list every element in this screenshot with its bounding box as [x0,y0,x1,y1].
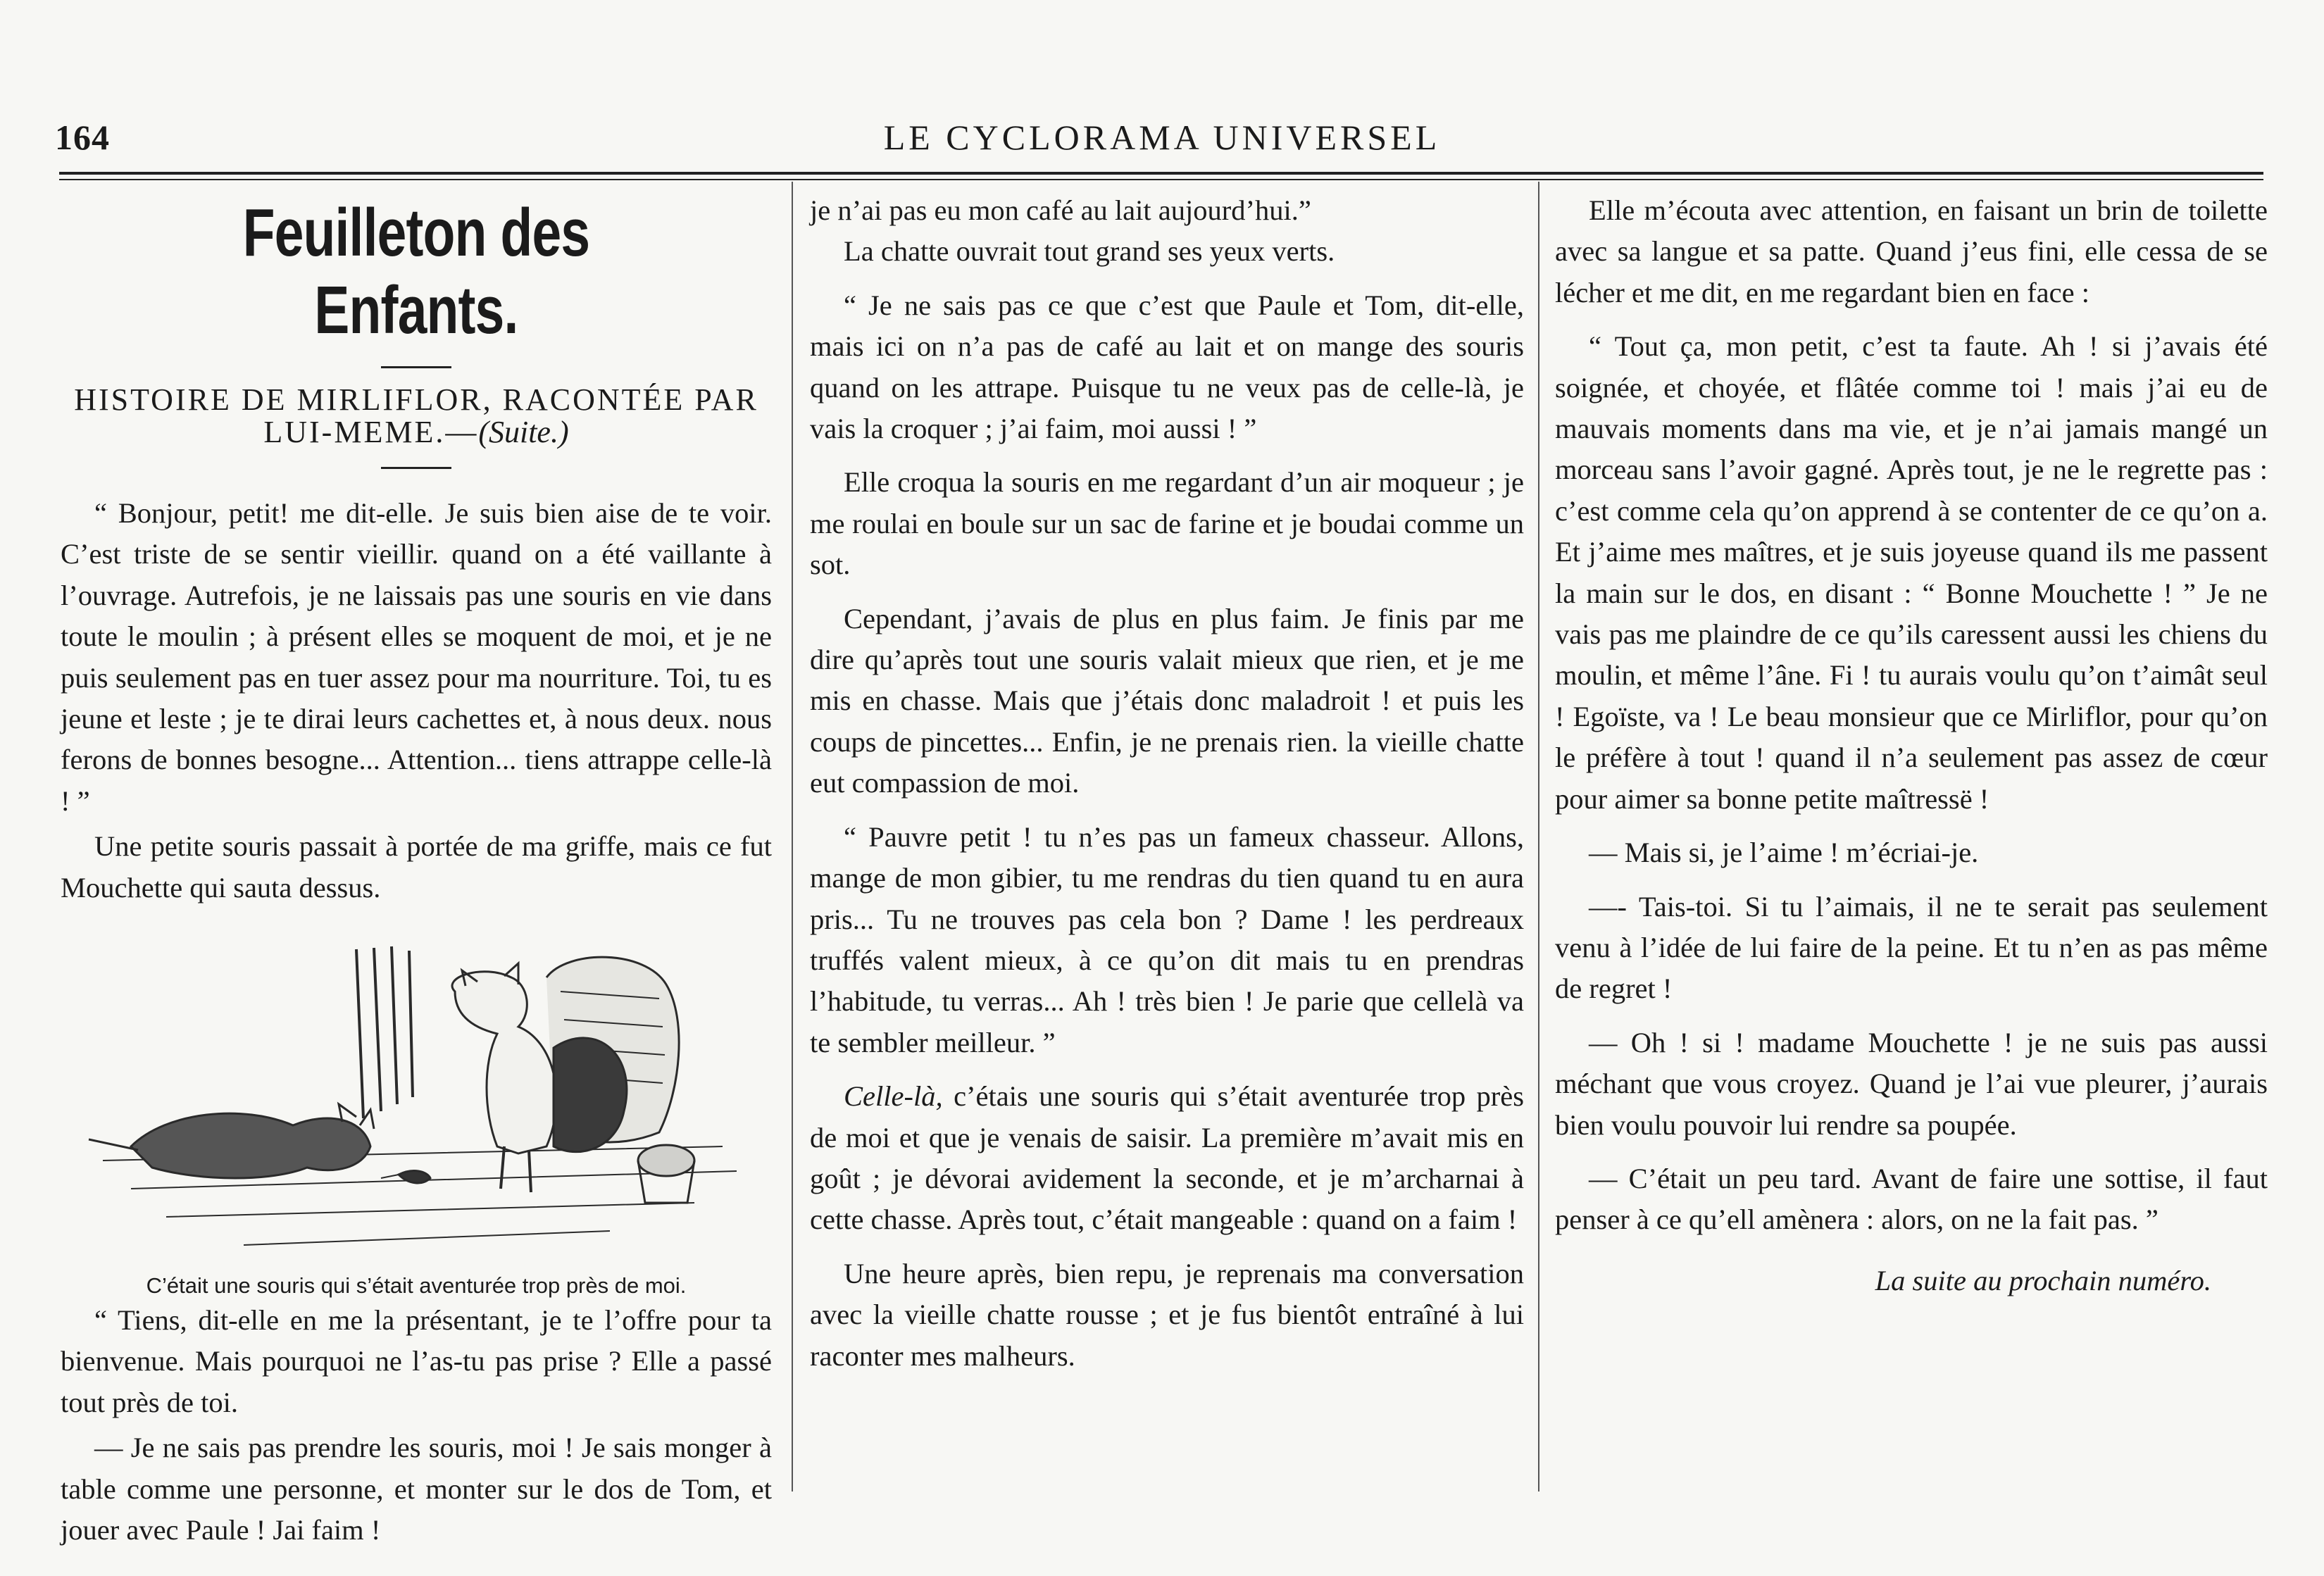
paragraph: —- Tais-toi. Si tu l’aimais, il ne te serait pas seulement venu à l’idée de lui faire de la peine. Et tu n’en as pas même de regret ! [1555,890,2268,1005]
paragraph: Une petite souris passait à portée de ma griffe, mais ce fut Mouchette qui sauta dessus. [61,830,772,903]
paragraph-text: c’étais une souris qui s’était aventurée trop près de moi et que je venais de saisir. La première m’avait mis en goût ; je dévorai avidement la seconde, et je m’archarnai à cette chasse. Après tout, c’était mangeable : quand on a faim ! [810,1080,1525,1236]
header-rule-thin [59,179,2263,180]
title-rule [381,366,451,368]
paragraph: Une heure après, bien repu, je reprenais ma conversation avec la vieille chatte rousse ; et je fus bientôt entraîné à lui raconter mes malheurs. [810,1257,1524,1372]
paragraph: La chatte ouvrait tout grand ses yeux verts. [844,235,1335,268]
paragraph: “ Pauvre petit ! tu n’es pas un fameux chasseur. Allons, mange de mon gibier, tu me rendras du tien quand tu en aura pris... Tu ne trouves pas cela bon ? Dame ! les perdreaux truffés valent mieux, à ce qu’on dit mais tu en prendras l’habitude, tu verras... Ah ! très bien ! Je parie que cellelà va te sembler meilleur. ” [810,820,1524,1058]
page-number: 164 [55,118,110,157]
paragraph: je n’ai pas eu mon café au lait aujourd’hui.” [810,194,1311,226]
paragraph: “ Bonjour, petit! me dit-elle. Je suis bien aise de te voir. C’est triste de se sentir vieillir. quand on a été vaillante à l’ouvrage. Autrefois, je ne laissais pas une souris en vie dans toute le moulin ; à présent elles se moquent de moi, et je ne puis seulement pas en tuer assez pour ma nourriture. Toi, tu es jeune et leste ; je te dirai leurs cachettes et, à nous deux. nous ferons de bonnes besogne... Attention... tiens attrappe celle-là ! ” [61,497,772,817]
column-3 [1555,190,2268,1301]
subtitle-suite: (Suite.) [478,415,569,449]
paragraph: Elle m’écouta avec attention, en faisant un brin de toilette avec sa langue et sa patte. Quand j’eus fini, elle cessa de se lécher et me dit, en me regardant bien en face : [1555,194,2268,308]
paragraph: — Je ne sais pas prendre les souris, moi ! Je sais monger à table comme une personne, et monter sur le dos de Tom, et jouer avec Paule ! Jai faim ! [61,1432,772,1546]
paragraph [810,1076,1524,1241]
column-divider-2 [1538,182,1539,1491]
illustration-caption: C’était une souris qui s’était aventurée trop près de moi. [146,1273,687,1299]
column-1 [61,190,772,1551]
cats-engraving [61,935,772,1266]
paragraph: “ Tiens, dit-elle en me la présentant, je te l’offre pour ta bienvenue. Mais pourquoi ne l’as-tu pas prise ? Elle a passé tout près de toi. [61,1304,772,1418]
paragraph: Elle croqua la souris en me regardant d’un air moqueur ; je me roulai en boule sur un sac de farine et je boudai comme un sot. [810,466,1524,581]
paragraph: Cependant, j’avais de plus en plus faim. Je finis par me dire qu’après tout une souris valait mieux que rien, et je me mis en chasse. Mais que j’étais donc maladroit ! et puis les coups de pincettes... Enfin, je ne prenais rien. la vieille chatte eut compassion de moi. [810,602,1524,799]
header-rule-thick [59,172,2263,175]
paragraph: “ Tout ça, mon petit, c’est ta faute. Ah ! si j’avais été soignée, et choyée, et flâtée comme toi ! mais j’ai eu de mauvais moments dans ma vie, et je n’ai jamais mangé un morceau sans l’avoir gagné. Après tout, je ne le regrette pas : c’est comme cela qu’on apprend à se contenter de ce qu’on a. Et j’aime mes maîtres, et je suis joyeuse quand ils me passent la main sur le dos, en disant : “ Bonne Mouchette ! ” Je ne vais pas me plaindre de ce qu’ils caressent aussi les chiens du moulin, et même l’âne. Fi ! tu aurais voulu qu’on t’aimât seul ! Egoïste, va ! Le beau monsieur que ce Mirliflor, pour qu’on le préfère à tout ! quand il n’a seulement pas assez de cœur pour aimer sa bonne petite maîtressë ! [1555,330,2268,815]
story-subtitle [61,384,772,449]
paragraph: — Oh ! si ! madame Mouchette ! je ne suis pas aussi méchant que vous croyez. Quand je l’ai vue pleurer, j’aurais bien voulu pouvoir lui rendre sa poupée. [1555,1026,2268,1141]
column-2 [810,190,1524,1377]
paragraph: — C’était un peu tard. Avant de faire une sottise, il faut penser à ce qu’ell amènera : alors, on ne la fait pas. ” [1555,1162,2268,1236]
section-title: Feuilleton des Enfants. [242,195,590,348]
italic-lead: Celle-là, [844,1080,943,1113]
column-divider-1 [792,182,793,1491]
paragraph: — Mais si, je l’aime ! m’écriai-je. [1589,837,1979,869]
illustration-cats-and-mouse [61,935,772,1266]
subtitle-rule [381,467,451,469]
paragraph: “ Je ne sais pas ce que c’est que Paule et Tom, dit-elle, mais ici on n’a pas de café au lait et on mange des souris quand on les attrape. Puisque tu ne veux pas de celle-là, je vais la croquer ; j’ai faim, moi aussi ! ” [810,289,1524,445]
journal-title: LE CYCLORAMA UNIVERSEL [883,118,1441,157]
to-be-continued: La suite au prochain numéro. [1875,1264,2211,1296]
subtitle-main: HISTOIRE DE MIRLIFLOR, RACONTÉE PAR LUI-MEME.— [74,382,758,449]
